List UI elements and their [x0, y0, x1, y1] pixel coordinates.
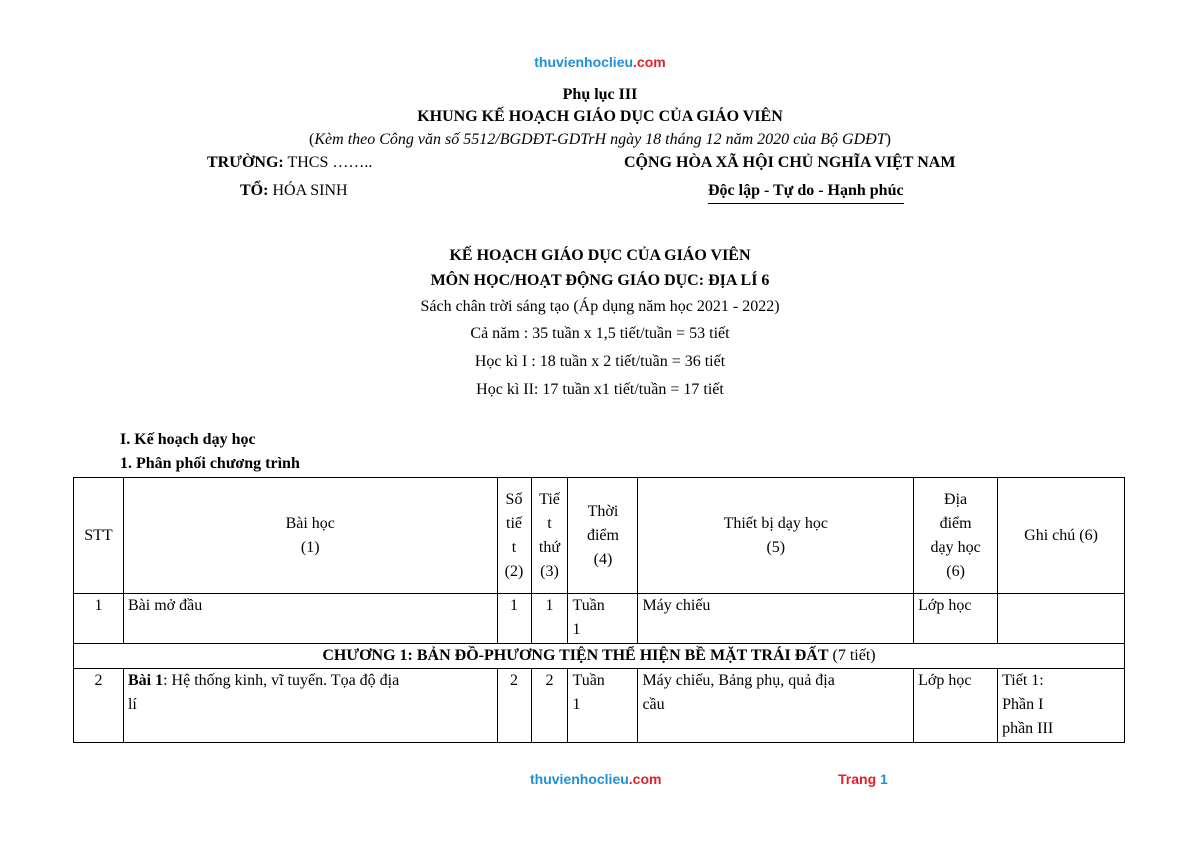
table-row — [74, 594, 1125, 644]
group-line — [240, 182, 348, 200]
page-label: Trang — [838, 771, 881, 787]
header-notes: Ghi chú (6) — [998, 478, 1125, 594]
group-value: HÓA SINH — [268, 182, 348, 199]
semester-2: Học kì II: 17 tuần x1 tiết/tuần = 17 tiết — [476, 381, 724, 398]
header-location: Địa điểm dạy học (6) — [914, 478, 998, 594]
row1-time: Tuần 1 — [568, 594, 638, 644]
subject-title: MÔN HỌC/HOẠT ĐỘNG GIÁO DỤC: ĐỊA LÍ 6 — [430, 272, 770, 289]
subsection-heading: 1. Phân phối chương trình — [120, 455, 300, 472]
table-row — [74, 669, 1125, 743]
row1-stt: 1 — [74, 594, 124, 644]
appendix-label: Phụ lục III — [562, 86, 638, 103]
reference-note — [0, 131, 1200, 149]
row1-periods: 1 — [497, 594, 531, 644]
frame-title: KHUNG KẾ HOẠCH GIÁO DỤC CỦA GIÁO VIÊN — [417, 108, 783, 125]
page-number — [838, 771, 888, 787]
header-stt: STT — [74, 478, 124, 594]
row1-notes — [998, 594, 1125, 644]
reference-text: Kèm theo Công văn số 5512/BGDĐT-GDTrH ngày 18 tháng 12 năm 2020 của Bộ GDĐT — [314, 131, 886, 148]
row1-order: 1 — [531, 594, 568, 644]
header-order: Tiế t thứ (3) — [531, 478, 568, 594]
watermark-bottom-blue: thuvienhoclieu — [530, 771, 629, 787]
header-time: Thời điểm (4) — [568, 478, 638, 594]
group-label: TỔ: — [240, 182, 269, 199]
motto: Độc lập - Tự do - Hạnh phúc — [708, 182, 904, 204]
row2-notes: Tiết 1: Phần I phần III — [998, 669, 1125, 743]
row2-location: Lớp học — [914, 669, 998, 743]
header-equipment: Thiết bị dạy học (5) — [638, 478, 914, 594]
page-number-value: 1 — [880, 771, 888, 787]
table-header-row — [74, 478, 1125, 594]
watermark-bottom — [530, 771, 661, 787]
watermark-blue: thuvienhoclieu — [534, 54, 634, 70]
book-line: Sách chân trời sáng tạo (Áp dụng năm học 2021 - 2022) — [420, 298, 780, 315]
watermark-bottom-red: .com — [628, 771, 662, 787]
row2-periods: 2 — [497, 669, 531, 743]
row2-stt: 2 — [74, 669, 124, 743]
school-value: THCS …….. — [283, 154, 373, 171]
row2-equipment: Máy chiếu, Bảng phụ, quả địa cầu — [638, 669, 914, 743]
year-total: Cả năm : 35 tuần x 1,5 tiết/tuần = 53 tiết — [470, 325, 730, 342]
reference-close: ) — [885, 131, 891, 148]
row2-lesson: Bài 1: Hệ thống kinh, vĩ tuyến. Tọa độ địa lí — [123, 669, 497, 743]
header-lesson: Bài học (1) — [123, 478, 497, 594]
row1-equipment: Máy chiếu — [638, 594, 914, 644]
school-label: TRƯỜNG: — [207, 154, 284, 171]
row2-time: Tuần 1 — [568, 669, 638, 743]
semester-1: Học kì I : 18 tuần x 2 tiết/tuần = 36 tiết — [474, 353, 726, 370]
row1-location: Lớp học — [914, 594, 998, 644]
reference-open: ( — [309, 131, 315, 148]
watermark-red: .com — [633, 54, 666, 70]
row1-lesson: Bài mở đầu — [123, 594, 497, 644]
chapter-row — [74, 644, 1125, 669]
program-table — [73, 477, 1125, 743]
section-heading: I. Kế hoạch dạy học — [120, 431, 256, 448]
chapter-title: CHƯƠNG 1: BẢN ĐỒ-PHƯƠNG TIỆN THỂ HIỆN BỀ MẶT TRÁI ĐẤT (7 tiết) — [74, 644, 1125, 669]
plan-title: KẾ HOẠCH GIÁO DỤC CỦA GIÁO VIÊN — [449, 247, 751, 264]
watermark-top — [0, 54, 1200, 70]
school-line — [207, 154, 372, 172]
header-periods: Số tiế t (2) — [497, 478, 531, 594]
republic-title: CỘNG HÒA XÃ HỘI CHỦ NGHĨA VIỆT NAM — [624, 154, 956, 171]
row2-order: 2 — [531, 669, 568, 743]
